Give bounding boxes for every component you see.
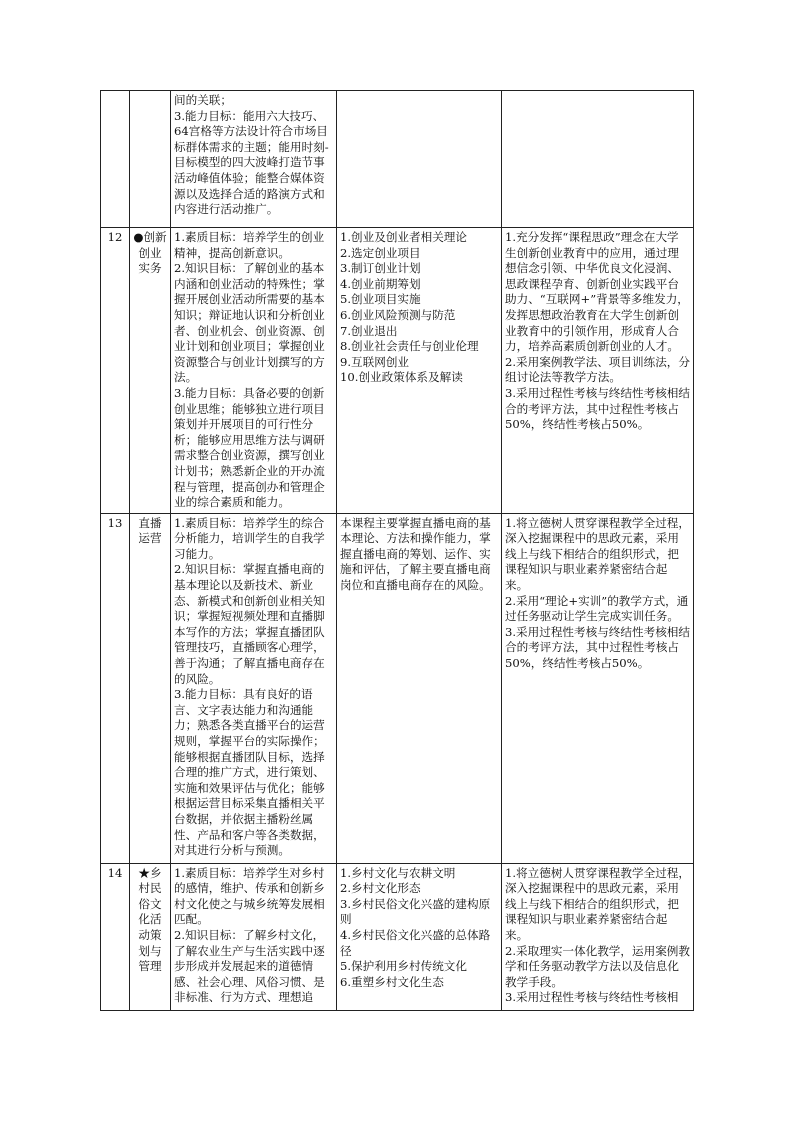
content-item: 10.创业政策体系及解读: [340, 370, 463, 385]
requirement-item: 1.将立德树人贯穿课程教学全过程，深入挖掘课程中的思政元素，采用线上与线下相结合的组织形式，把课程知识与职业素养紧密结合起来。: [505, 515, 690, 593]
requirement-item: 3.采用过程性考核与终结性考核相结合的考评方法，其中过程性考核占50%，终结性考核占50%。: [505, 624, 690, 671]
requirements-cell: [502, 91, 694, 228]
requirement-item: 2.采取理实一体化教学，运用案例教学和任务驱动教学方法以及信息化教学手段。: [505, 943, 690, 989]
content-item: 9.互联网创业: [340, 354, 410, 369]
content-item: 5.保护利用乡村传统文化: [340, 959, 467, 974]
objective-item: 1.素质目标：培养学生的综合分析能力，培训学生的自我学习能力。: [174, 515, 325, 561]
content-item: 4.创业前期筹划: [340, 276, 421, 291]
course-name: 直播运营: [130, 513, 171, 863]
content-item: 6.创业风险预测与防范: [340, 307, 456, 322]
content-item: 2.选定创业项目: [340, 245, 421, 260]
objective-item: 间的关联；: [174, 93, 232, 107]
requirement-item: 3.采用过程性考核与终结性考核相结合的考评方法，其中过程性考核占50%，终结性考核占50%。: [505, 385, 690, 432]
requirement-item: 2.采用“理论+实训”的教学方式，通过任务驱动让学生完成实训任务。: [505, 593, 689, 624]
objective-item: 2.知识目标：了解乡村文化，了解农业生产与生活实践中逐步形成并发展起来的道德情感、社会心理、风俗习惯、是非标准、行为方式、理想追: [174, 928, 325, 1005]
table-row: [101, 863, 694, 1010]
course-name: ★乡村民俗文化活动策划与管理: [130, 863, 171, 1010]
content-item: 2.乡村文化形态: [340, 881, 421, 896]
table-row: [101, 228, 694, 514]
objective-item: 2.知识目标：了解创业的基本内涵和创业活动的特殊性；掌握开展创业活动所需要的基本知识；辩证地认识和分析创业者、创业机会、创业资源、创业计划和创业项目；掌握创业资源整合与创业计划撰写的方法。: [174, 261, 325, 385]
content-item: 6.重塑乡村文化生态: [340, 974, 444, 989]
table-row: [101, 513, 694, 863]
content-item: 8.创业社会责任与创业伦理: [340, 339, 479, 354]
course-name: ●创新创业实务: [130, 228, 171, 514]
objective-item: 1.素质目标：培养学生的创业精神，提高创新意识。: [174, 230, 325, 260]
contents-cell: [337, 228, 502, 514]
requirement-item: 1.充分发挥“课程思政”理念在大学生创新创业教育中的应用，通过理想信念引领、中华优良文化浸润、思政课程孕育、创新创业实践平台助力、“互联网+”背景等多维发力，发挥思想政治教育在大学生创新创业教育中的引领作用，形成育人合力，培养高素质创新创业的人才。: [505, 230, 689, 354]
objectives-cell: [171, 513, 337, 863]
row-number: 12: [101, 228, 130, 514]
row-number: 13: [101, 513, 130, 863]
objective-item: 3.能力目标：具备必要的创新创业思维；能够独立进行项目策划并开展项目的可行性分析；能够应用思维方法与调研需求整合创业资源，撰写创业计划书；熟悉新企业的开办流程与管理，提高创办和管理企业的综合素质和能力。: [174, 385, 325, 510]
contents-cell: [337, 91, 502, 228]
content-item: 3.制订创业计划: [340, 261, 421, 276]
objective-item: 3.能力目标：能用六大技巧、64宫格等方法设计符合市场目标群体需求的主题；能用时刻-目标模型的四大波峰打造节事活动峰值体验；能整合媒体资源以及选择合适的路演方式和内容进行活动推广。: [174, 108, 329, 217]
requirements-cell: [502, 228, 694, 514]
content-item: 3.乡村民俗文化兴盛的建构原则: [340, 896, 491, 927]
contents-cell: [337, 513, 502, 863]
content-item: 本课程主要掌握直播电商的基本理论、方法和操作能力，掌握直播电商的筹划、运作、实施和评估，了解主要直播电商岗位和直播电商存在的风险。: [340, 515, 491, 593]
content-item: 5.创业项目实施: [340, 292, 421, 307]
content-item: 4.乡村民俗文化兴盛的总体路径: [340, 928, 491, 958]
objective-item: 1.素质目标：培养学生对乡村的感情，维护、传承和创新乡村文化使之与城乡统筹发展相匹配。: [174, 865, 325, 927]
contents-cell: [337, 863, 502, 1010]
requirement-item: 3.采用过程性考核与终结性考核相: [505, 990, 679, 1005]
row-number: [101, 91, 130, 228]
row-number: 14: [101, 863, 130, 1010]
requirements-cell: [502, 513, 694, 863]
requirements-cell: [502, 863, 694, 1010]
objective-item: 2.知识目标：掌握直播电商的基本理论以及新技术、新业态、新模式和创新创业相关知识；掌握短视频处理和直播脚本写作的方法；掌握直播团队管理技巧，直播顾客心理学，善于沟通；了解直播电商存在的风险。: [174, 562, 325, 686]
content-item: 7.创业退出: [340, 323, 398, 338]
objective-item: 3.能力目标：具有良好的语言、文字表达能力和沟通能力；熟悉各类直播平台的运营规则，掌握平台的实际操作；能够根据直播团队目标，选择合理的推广方式，进行策划、实施和效果评估与优化；能够根据运营目标采集直播相关平台数据，并依据主播粉丝属性、产品和客户等各类数据，对其进行分析与预测。: [174, 687, 325, 858]
objectives-cell: [171, 863, 337, 1010]
table-row: [101, 91, 694, 228]
requirement-item: 1.将立德树人贯穿课程教学全过程，深入挖掘课程中的思政元素，采用线上与线下相结合的组织形式，把课程知识与职业素养紧密结合起来。: [505, 865, 690, 943]
course-name: [130, 91, 171, 228]
requirement-item: 2.采用案例教学法、项目训练法，分组讨论法等教学方法。: [505, 354, 690, 385]
objectives-cell: [171, 91, 337, 228]
curriculum-table: [100, 90, 694, 1011]
table-body: [101, 91, 694, 1011]
content-item: 1.乡村文化与农耕文明: [340, 865, 456, 880]
content-item: 1.创业及创业者相关理论: [340, 230, 467, 244]
objectives-cell: [171, 228, 337, 514]
